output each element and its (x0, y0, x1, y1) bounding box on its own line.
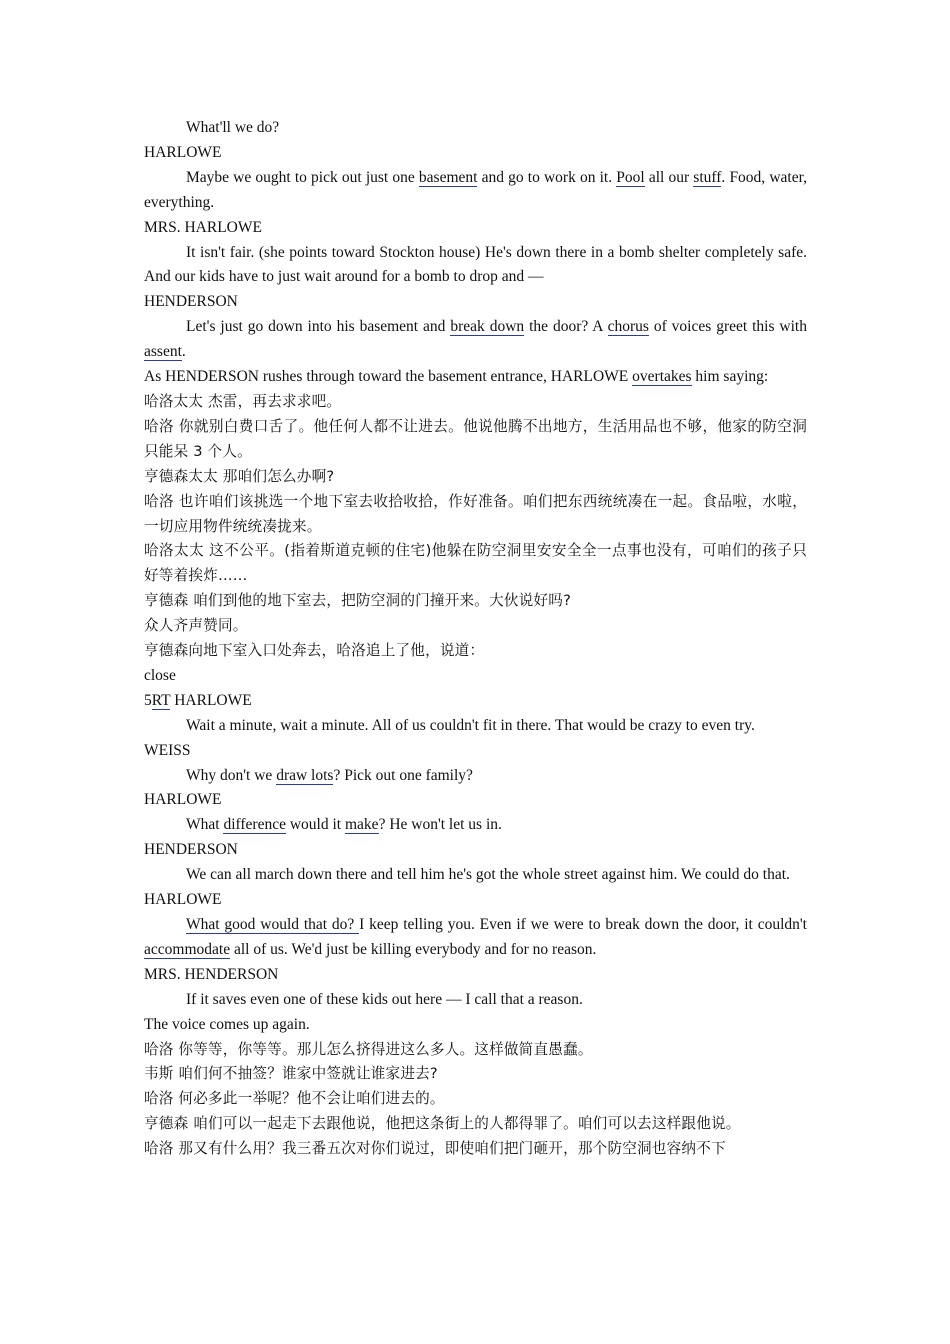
dialogue-line (144, 813, 807, 838)
text-segment: HENDERSON (144, 841, 238, 859)
chinese-line (144, 390, 807, 415)
text-segment: 韦斯 咱们何不抽签？谁家中签就让谁家进去? (144, 1065, 438, 1083)
text-segment: of voices greet this with (648, 318, 807, 336)
chinese-line (144, 1112, 807, 1137)
stage-direction (144, 1013, 807, 1038)
text-segment: Wait a minute, wait a minute. All of us couldn't fit in there. That would be crazy to even try. (186, 716, 755, 734)
speaker-name (144, 290, 807, 315)
chinese-line (144, 589, 807, 614)
speaker-name (144, 141, 807, 166)
underlined-term: Pool (616, 168, 645, 186)
text-segment: . (181, 343, 186, 361)
text-segment: Why don't we (186, 766, 277, 784)
text-segment: The voice comes up again. (144, 1015, 310, 1033)
underlined-term: break down (450, 318, 525, 336)
text-segment: and go to work on it. (477, 168, 617, 186)
text-segment: I keep telling you. Even if we were to break down the door, it couldn't (359, 916, 807, 933)
text-segment: ? He won't let us in. (378, 816, 502, 834)
underlined-term: accommodate (144, 940, 231, 958)
text-segment: him saying: (691, 368, 769, 386)
document-page (144, 116, 807, 1162)
underlined-term: RT (151, 691, 171, 709)
text-segment: 众人齐声赞同。 (144, 617, 248, 635)
chinese-line (144, 1137, 807, 1162)
text-segment: 哈洛 何必多此一举呢？他不会让咱们进去的。 (144, 1090, 445, 1108)
speaker-name (144, 888, 807, 913)
chinese-line (144, 1062, 807, 1087)
dialogue-line (144, 988, 807, 1013)
text-segment: HARLOWE (144, 891, 222, 909)
chinese-line (144, 1087, 807, 1112)
chinese-line (144, 465, 807, 490)
chinese-line (144, 1038, 807, 1063)
underlined-term: assent (144, 343, 182, 361)
text-segment: HENDERSON (144, 293, 238, 311)
shot-direction (144, 664, 807, 689)
text-segment: We can all march down there and tell him he's got the whole street against him. We could do that. (186, 866, 790, 884)
chinese-line (144, 490, 807, 540)
text-segment: HARLOWE (144, 791, 222, 809)
text-segment: HARLOWE (170, 691, 252, 709)
underlined-term: stuff (693, 168, 722, 186)
speaker-name (144, 216, 807, 241)
text-segment: Maybe we ought to pick out just one (186, 168, 419, 186)
text-segment: Let's just go down into his basement and (186, 318, 451, 336)
speaker-name (144, 838, 807, 863)
underlined-term: chorus (607, 318, 649, 336)
speaker-name (144, 689, 807, 714)
text-segment: 亨德森太太 那咱们怎么办啊? (144, 467, 335, 485)
text-segment: 亨德森 咱们可以一起走下去跟他说，他把这条街上的人都得罪了。咱们可以去这样跟他说。 (144, 1115, 741, 1133)
text-segment: 哈洛 也许咱们该挑选一个地下室去收拾收拾，作好准备。咱们把东西统统凑在一起。食品啦，水啦，一切应用物件统统凑拢来。 (144, 492, 807, 535)
text-segment: What'll we do? (186, 119, 280, 136)
dialogue-line (144, 116, 807, 141)
text-segment: HARLOWE (144, 143, 222, 161)
underlined-term: basement (418, 168, 478, 186)
text-segment: 哈洛太太 这不公平。(指着斯道克顿的住宅)他躲在防空洞里安安全全一点事也没有，可咱们的孩子只好等着挨炸…… (144, 542, 807, 585)
text-segment: As HENDERSON rushes through toward the basement entrance, HARLOWE (144, 368, 633, 386)
text-segment: all of us. We'd just be killing everybody and for no reason. (230, 940, 597, 958)
dialogue-line (144, 315, 807, 365)
underlined-term: draw lots (276, 766, 334, 784)
chinese-line (144, 639, 807, 664)
text-segment: the door? A (524, 318, 608, 336)
text-segment: . Food, water, everything. (144, 168, 808, 211)
speaker-name (144, 963, 807, 988)
text-segment: WEISS (144, 741, 191, 759)
text-segment: close (144, 666, 176, 684)
underlined-term: difference (223, 816, 286, 834)
dialogue-line (144, 714, 807, 739)
dialogue-line (144, 764, 807, 789)
chinese-line (144, 539, 807, 589)
dialogue-line (144, 913, 807, 963)
chinese-line (144, 415, 807, 465)
text-segment: 亨德森向地下室入口处奔去，哈洛追上了他，说道： (144, 642, 485, 660)
dialogue-line (144, 863, 807, 888)
text-segment: 哈洛 你等等，你等等。那儿怎么挤得进这么多人。这样做简直愚蠢。 (144, 1040, 593, 1058)
underlined-term: What good would that do? (186, 916, 360, 933)
text-segment: MRS. HARLOWE (144, 218, 262, 236)
text-segment: What (186, 816, 224, 834)
stage-direction (144, 365, 807, 390)
chinese-line (144, 614, 807, 639)
text-segment: 哈洛 你就别白费口舌了。他任何人都不让进去。他说他腾不出地方，生活用品也不够，他家的防空洞只能呆 3 个人。 (144, 417, 807, 460)
text-segment: 哈洛太太 杰雷，再去求求吧。 (144, 392, 342, 410)
text-segment: MRS. HENDERSON (144, 965, 279, 983)
text-segment: all our (644, 168, 694, 186)
dialogue-line (144, 166, 807, 216)
speaker-name (144, 788, 807, 813)
text-segment: It isn't fair. (she points toward Stockton house) He's down there in a bomb shelter completely safe. And our kids have to just wait around for a bomb to drop and — (144, 243, 807, 286)
text-segment: If it saves even one of these kids out here — I call that a reason. (186, 990, 583, 1008)
text-segment: 亨德森 咱们到他的地下室去，把防空洞的门撞开来。大伙说好吗? (144, 592, 572, 610)
text-segment: ? Pick out one family? (333, 766, 473, 784)
underlined-term: make (344, 816, 379, 834)
underlined-term: overtakes (632, 368, 692, 386)
text-segment: 5 (144, 691, 152, 709)
text-segment: 哈洛 那又有什么用？我三番五次对你们说过，即使咱们把门砸开，那个防空洞也容纳不下 (144, 1140, 726, 1158)
speaker-name (144, 739, 807, 764)
text-segment: would it (285, 816, 345, 834)
dialogue-line (144, 241, 807, 291)
